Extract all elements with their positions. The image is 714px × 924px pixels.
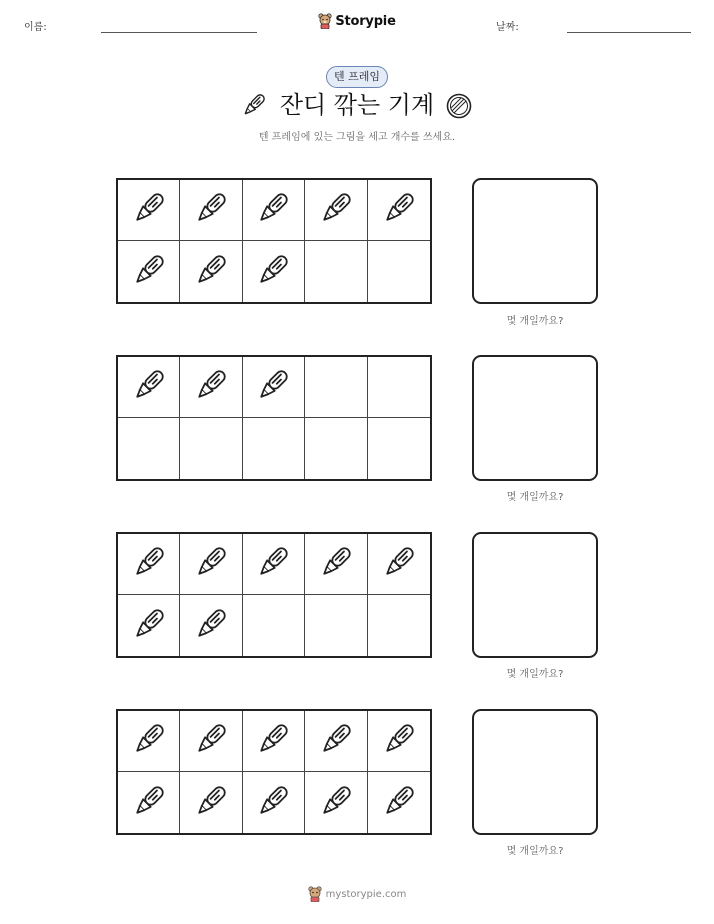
frame-cell [180, 180, 242, 241]
lawn-mower-icon [254, 366, 292, 408]
brand-name: Storypie [335, 13, 396, 29]
frame-cell [368, 418, 430, 479]
lawn-mower-icon [240, 91, 268, 123]
lawn-mower-icon [254, 189, 292, 231]
frame-cell [305, 180, 367, 241]
frame-cell [118, 534, 180, 595]
lawn-mower-icon [317, 189, 355, 231]
frame-cell [368, 595, 430, 656]
frame-cell [118, 595, 180, 656]
lawn-mower-icon [254, 543, 292, 585]
ten-frame-1 [116, 178, 432, 304]
lawn-mower-icon [192, 720, 230, 762]
bear-mascot-icon [318, 13, 332, 29]
lawn-mower-icon [130, 366, 168, 408]
ten-frame-2 [116, 355, 432, 481]
instructions: 텐 프레임에 있는 그림을 세고 개수를 쓰세요. [258, 132, 456, 143]
frame-cell [180, 357, 242, 418]
frame-cell [180, 772, 242, 833]
frame-cell [243, 241, 305, 302]
frame-cell [118, 357, 180, 418]
lawn-mower-icon [192, 251, 230, 293]
frame-cell [243, 534, 305, 595]
lawn-mower-icon [380, 720, 418, 762]
frame-cell [368, 534, 430, 595]
lawn-mower-icon [254, 720, 292, 762]
frame-cell [305, 711, 367, 772]
frame-cell [118, 711, 180, 772]
date-line[interactable] [567, 32, 691, 33]
frame-cell [243, 595, 305, 656]
frame-cell [243, 180, 305, 241]
frame-cell [180, 418, 242, 479]
frame-cell [368, 357, 430, 418]
lawn-mower-icon [130, 720, 168, 762]
bear-mascot-icon [308, 886, 322, 902]
lawn-mower-icon [317, 720, 355, 762]
ten-frame-4 [116, 709, 432, 835]
frame-cell [305, 595, 367, 656]
lawn-mower-icon [317, 543, 355, 585]
frame-cell [180, 241, 242, 302]
frame-cell [243, 711, 305, 772]
lawn-mower-icon [192, 605, 230, 647]
frame-cell [118, 772, 180, 833]
frame-cell [305, 241, 367, 302]
frame-cell [243, 772, 305, 833]
topic-badge: 텐 프레임 [326, 66, 388, 88]
answer-box-3[interactable] [472, 532, 598, 658]
lawn-mower-icon [380, 189, 418, 231]
footer [0, 886, 714, 906]
answer-question-4: 몇 개일까요? [506, 846, 564, 857]
frame-cell [368, 711, 430, 772]
frame-cell [118, 418, 180, 479]
ball-icon [446, 93, 472, 123]
answer-question-3: 몇 개일까요? [506, 669, 564, 680]
frame-cell [180, 534, 242, 595]
answer-box-1[interactable] [472, 178, 598, 304]
frame-cell [118, 180, 180, 241]
lawn-mower-icon [130, 543, 168, 585]
frame-cell [118, 241, 180, 302]
lawn-mower-icon [130, 251, 168, 293]
lawn-mower-icon [130, 782, 168, 824]
lawn-mower-icon [192, 782, 230, 824]
lawn-mower-icon [192, 366, 230, 408]
answer-box-2[interactable] [472, 355, 598, 481]
ten-frame-3 [116, 532, 432, 658]
frame-cell [305, 357, 367, 418]
frame-cell [305, 418, 367, 479]
answer-box-4[interactable] [472, 709, 598, 835]
page-title: 잔디 깎는 기계 [279, 91, 435, 119]
date-label: 날짜: [496, 22, 519, 33]
frame-cell [305, 772, 367, 833]
name-label: 이름: [24, 22, 47, 33]
frame-cell [305, 534, 367, 595]
lawn-mower-icon [192, 543, 230, 585]
lawn-mower-icon [380, 543, 418, 585]
lawn-mower-icon [130, 605, 168, 647]
frame-cell [243, 418, 305, 479]
frame-cell [180, 711, 242, 772]
frame-cell [368, 241, 430, 302]
lawn-mower-icon [254, 251, 292, 293]
lawn-mower-icon [192, 189, 230, 231]
lawn-mower-icon [254, 782, 292, 824]
title-row [0, 88, 714, 124]
frame-cell [243, 357, 305, 418]
frame-cell [180, 595, 242, 656]
frame-cell [368, 180, 430, 241]
lawn-mower-icon [380, 782, 418, 824]
lawn-mower-icon [130, 189, 168, 231]
answer-question-1: 몇 개일까요? [506, 316, 564, 327]
footer-url[interactable]: mystorypie.com [325, 888, 407, 900]
brand-logo [0, 13, 714, 33]
answer-question-2: 몇 개일까요? [506, 492, 564, 503]
frame-cell [368, 772, 430, 833]
lawn-mower-icon [317, 782, 355, 824]
